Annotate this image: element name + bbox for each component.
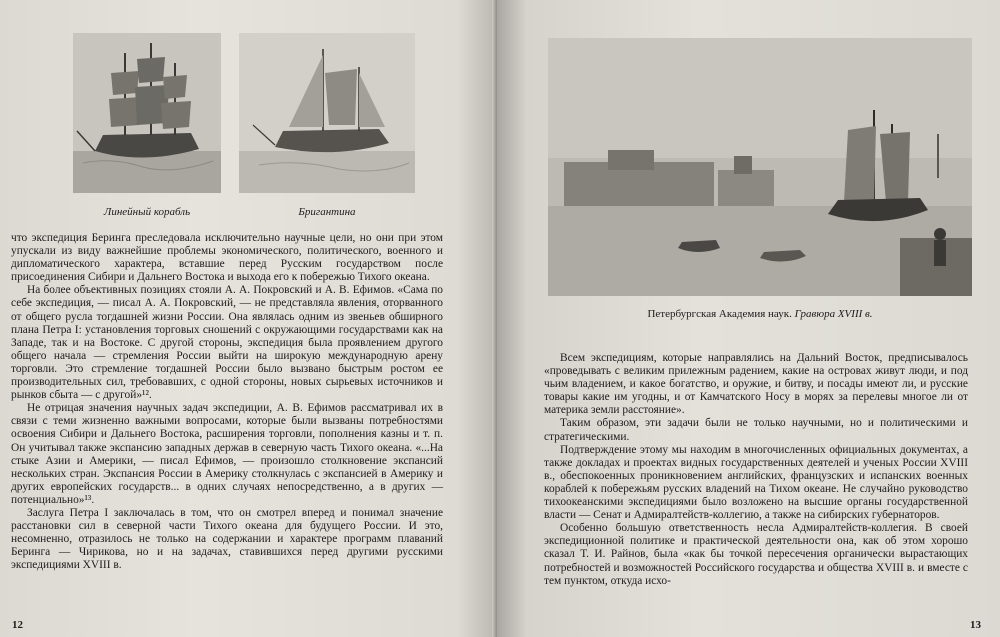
paragraph: Подтверждение этому мы находим в многочисленных официальных документах, а также докладах и проектах видных государственных деятелей и ученых России XVIII в., обеспокоенных проникновением английских, французских и испанских военных кораблей к побережьям русских владений на Тихом океане. Не случайно руководство тихоокеанскими экспедициями было возложено на высшие органы государственной власти — Сенат и Адмиралтейств-коллегию, а также на сибирских губернаторов. (544, 443, 968, 522)
figure-academy-engraving (548, 38, 972, 296)
paragraph: На более объективных позициях стояли А. А. Покровский и А. В. Ефимов. «Сама по себе экспедиция, — писал А. А. Покровский, — не представляла явления, оторванного от общего русла тогдашней жизни России. Она являлась одним из звеньев обширного плана Петра I: установления торговых сношений с окружающими государствами как на Западе, так и на Востоке. С другой стороны, экспедиция была проявлением другого общего начала — стремления России выйти на широкую международную арену торговли. Это стремление тогдашней России было вызвано быстрым ростом ее производительных сил, требовавших, с одной стороны, новых сырьевых источников и рынков сбыта — с другой»¹². (11, 284, 443, 402)
figure-caption (548, 308, 972, 320)
ship-of-the-line-icon (73, 33, 221, 193)
left-body-text (11, 232, 443, 572)
paragraph: Заслуга Петра I заключалась в том, что он смотрел вперед и понимал значение расстановки сил в северной части Тихого океана для будущего России. И это, несомненно, отразилось не только на содержании и характере программ плаваний Беринга — Чирикова, но и на задачах, ставившихся перед другими русскими экспедициями XVIII в. (11, 506, 443, 572)
figure-brigantine (239, 33, 415, 193)
page-number: 12 (12, 619, 23, 631)
figure-ship-of-the-line (73, 33, 221, 193)
page-number: 13 (970, 619, 981, 631)
caption-italic: Гравюра XVIII в. (794, 308, 873, 320)
paragraph: Таким образом, эти задачи были не только научными, но и политическими и стратегическими. (544, 417, 968, 443)
caption-main: Петербургская Академия наук. (647, 308, 792, 320)
brigantine-icon (239, 33, 415, 193)
paragraph: Не отрицая значения научных задач экспедиции, А. В. Ефимов рассматривал их в связи с теми жизненно важными вопросами, которые были вызваны потребностями освоения Сибири и Дальнего Востока, расширения торговли, пополнения казны и т. п. Он учитывал также экспансию западных держав в северную часть Тихого океана. «...На стыке Азии и Америки, — писал Ефимов, — произошло столкновение экспансий нескольких стран. Экспансия России в Америку столкнулась с экспансией в Америку и других европейских государств... в одних случаях непосредственно, а в других — потенциально»¹³. (11, 402, 443, 506)
left-page (0, 0, 497, 637)
figure-caption: Линейный корабль (103, 206, 191, 218)
right-page (497, 0, 1000, 637)
right-body-text (544, 352, 968, 588)
paragraph: что экспедиция Беринга преследовала исключительно научные цели, но они при этом упускали из виду важнейшие проблемы экономического, политического, военного и дипломатического характера, вставшие перед Русским государством после присоединения Сибири и Дальнего Востока и выхода его к побережью Тихого океана. (11, 232, 443, 284)
figure-caption: Бригантина (298, 206, 356, 218)
academy-of-sciences-icon (548, 38, 972, 296)
paragraph: Всем экспедициям, которые направлялись на Дальний Восток, предписывалось «проведывать с великим прилежным радением, какие на островах живут люди, и под чьим владением, и какое богатство, и оружие, и битву, и посады имеют ли, и русские товары какие им угодны, и от Камчатского Носу в морях за перелевы многое ли от материка земли расстояние». (544, 352, 968, 417)
paragraph: Особенно большую ответственность несла Адмиралтейств-коллегия. В своей экспедиционной политике и практической деятельности она, как об этом хорошо сказал Т. И. Райнов, была «как бы точкой пересечения органически вырастающих потребностей и возможностей Российского государства и общества XVIII в. и вместе с тем пунктом, откуда исхо- (544, 522, 968, 587)
